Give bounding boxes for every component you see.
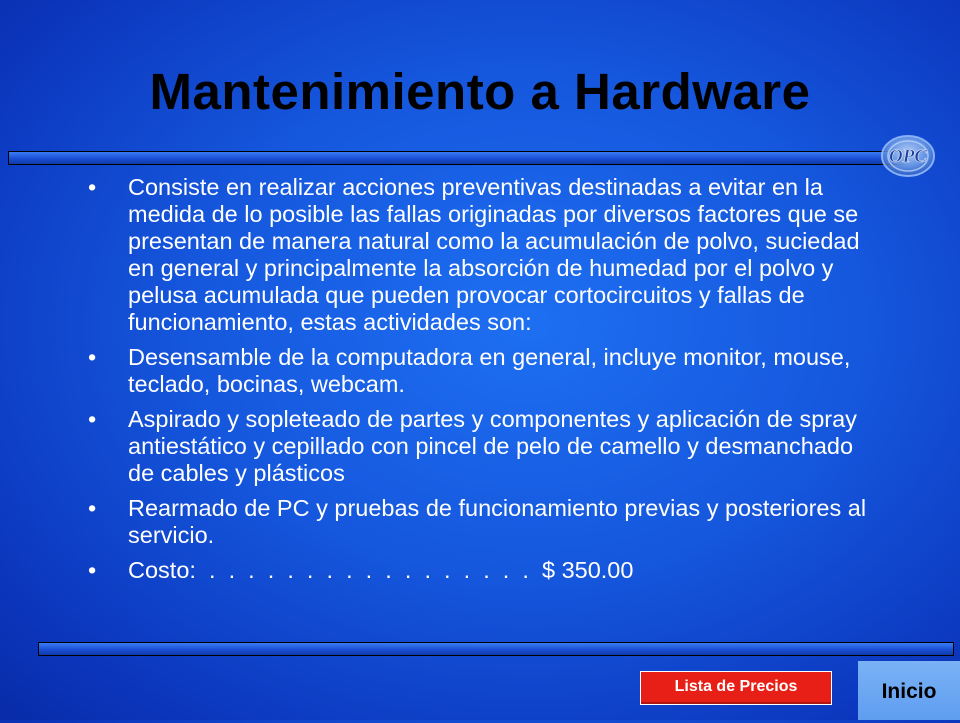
bullet-marker: • bbox=[88, 495, 97, 521]
bullet-text: Consiste en realizar acciones preventivas destinadas a evitar en la medida de lo posible las fallas originadas por diversos factores que se presentan de manera natural como la acumulación de polvo, suciedad en general y principalmente la absorción de humedad por el polvo y pelusa acumulada que pueden provocar cortocircuitos y fallas de funcionamiento, estas actividades son: bbox=[128, 174, 860, 335]
opc-logo-icon bbox=[872, 131, 944, 181]
bullet-item bbox=[88, 406, 878, 487]
price-list-button[interactable]: Lista de Precios bbox=[640, 671, 832, 705]
bullet-list bbox=[88, 174, 878, 592]
bullet-marker: • bbox=[88, 174, 97, 200]
bullet-text: Aspirado y sopleteado de partes y componentes y aplicación de spray antiestático y cepillado con pincel de pelo de camello y desmanchado de cables y plásticos bbox=[128, 406, 857, 486]
bullet-marker: • bbox=[88, 406, 97, 432]
cost-leader-dots: . . . . . . . . . . . . . . . . . bbox=[195, 557, 542, 583]
cost-item bbox=[88, 557, 878, 584]
bullet-item bbox=[88, 495, 878, 549]
cost-line bbox=[128, 557, 633, 583]
top-divider bbox=[8, 151, 904, 165]
bullet-marker: • bbox=[88, 557, 97, 583]
bullet-item bbox=[88, 174, 878, 336]
bullet-item bbox=[88, 344, 878, 398]
bullet-text: Rearmado de PC y pruebas de funcionamiento previas y posteriores al servicio. bbox=[128, 495, 867, 548]
home-button[interactable]: Inicio bbox=[858, 661, 960, 720]
bullet-text: Desensamble de la computadora en general, incluye monitor, mouse, teclado, bocinas, webcam. bbox=[128, 344, 851, 397]
cost-value: $ 350.00 bbox=[541, 557, 634, 583]
cost-label: Costo: bbox=[128, 557, 196, 583]
bullet-marker: • bbox=[88, 344, 97, 370]
svg-text:OPC: OPC bbox=[889, 146, 927, 167]
bottom-divider bbox=[38, 642, 954, 656]
slide-title: Mantenimiento a Hardware bbox=[149, 63, 811, 120]
